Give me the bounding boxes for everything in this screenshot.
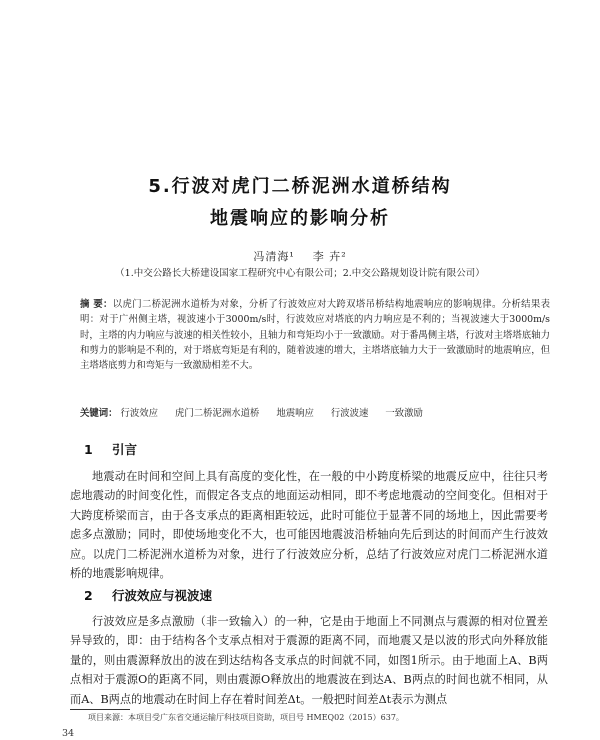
section-number: 1 xyxy=(84,442,93,457)
authors xyxy=(0,248,600,264)
keyword: 行波效应 xyxy=(120,408,159,419)
traveling-wave-paragraph: 行波效应是多点激励（非一致输入）的一种，它是由于地面上不同测点与震源的相对位置差异导致的，即：由于结构各个支承点相对于震源的距离不同，而地震又是以波的形式向外释放能量的，则由震源释放出的波在到达结构各支承点的时间就不同，如图1所示。由于地面上A、B两点相对于震源O的距离不同，则由震源O释放出的地震波在到达A、B两点的时间也就不相同，从而A、B两点的地震动在时间上存在着时间差Δt。一般把时间差Δt表示为测点 xyxy=(70,615,548,706)
section-heading-traveling-wave xyxy=(84,586,212,604)
keyword: 地震响应 xyxy=(276,408,314,419)
section-heading-introduction xyxy=(84,440,137,458)
keywords-label: 关键词： xyxy=(80,408,118,419)
abstract-text: 以虎门二桥泥洲水道桥为对象，分析了行波效应对大跨双塔吊桥结构地震响应的影响规律。分析结果表明：对于广州侧主塔，视波速小于3000m/s时，行波效应对塔底的内力响应是不利的；当视波速大于3000m/s时，主塔的内力响应与波速的相关性较小，且轴力和弯矩均小于一致激励。对于番禺侧主塔，行波对主塔塔底轴力和剪力的影响是不利的，对于塔底弯矩是有利的，随着波速的增大，主塔塔底轴力大于一致激励时的地震响应，但主塔塔底剪力和弯矩与一致激励相差不大。 xyxy=(80,299,551,372)
abstract xyxy=(80,297,550,373)
affiliation: （1.中交公路长大桥建设国家工程研究中心有限公司；2.中交公路规划设计院有限公司） xyxy=(115,268,485,279)
section-title: 行波效应与视波速 xyxy=(112,588,213,603)
keywords xyxy=(80,405,550,419)
keyword: 一致激励 xyxy=(385,408,423,419)
footnote: 项目来源：本项目受广东省交通运输厅科技项目资助，项目号 HMEQ02（2015）637。 xyxy=(88,713,404,722)
section-title: 引言 xyxy=(112,442,138,457)
keyword: 虎门二桥泥洲水道桥 xyxy=(175,408,260,419)
introduction-paragraph: 地震动在时间和空间上具有高度的变化性，在一般的中小跨度桥梁的地震反应中，往往只考虑地震动的时间变化性，而假定各支点的地面运动相同，即不考虑地震动的空间变化。但相对于大跨度桥梁而言，由于各支承点的距离相距较远，此时可能位于显著不同的场地上，因此需要考虑多点激励；同时，即使场地变化不大，也可能因地震波沿桥轴向先后到达的时间而产生行波效应。以虎门二桥泥洲水道桥为对象，进行了行波效应分析，总结了行波效应对虎门二桥泥洲水道桥的地震影响规律。 xyxy=(70,470,548,581)
paper-title-line1: 5.行波对虎门二桥泥洲水道桥结构 xyxy=(148,176,452,197)
author-1: 冯清海¹ xyxy=(253,250,295,263)
author-2: 李 卉² xyxy=(312,250,347,263)
keyword: 行波波速 xyxy=(330,408,369,419)
section-number: 2 xyxy=(84,588,93,603)
page-number: 34 xyxy=(62,728,75,739)
paper-title-line2: 地震响应的影响分析 xyxy=(210,208,390,229)
footnote-divider xyxy=(70,709,130,710)
abstract-label: 摘 要： xyxy=(80,299,113,310)
